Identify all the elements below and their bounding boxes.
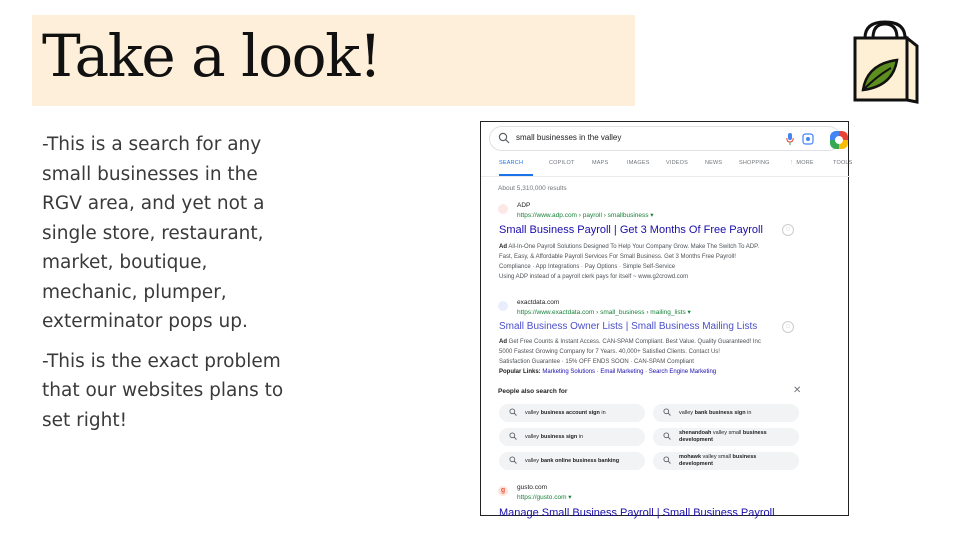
gusto-favicon: g <box>498 486 508 496</box>
search-icon <box>663 456 671 464</box>
popular-links-label: Popular Links: <box>499 369 541 375</box>
tab-shopping[interactable]: SHOPPING <box>739 160 770 166</box>
chip-text: valley <box>525 434 541 440</box>
search-icon <box>509 432 517 440</box>
result-url[interactable]: https://gusto.com ▾ <box>517 494 572 501</box>
result-snippet <box>499 242 759 252</box>
search-icon <box>509 408 517 416</box>
search-tabs <box>499 160 859 174</box>
tab-videos[interactable]: VIDEOS <box>666 160 688 166</box>
result-snippet <box>499 337 761 347</box>
lightbulb-icon[interactable]: ◌ <box>782 224 794 236</box>
chip-bold: business development <box>679 454 757 467</box>
result-title[interactable]: Manage Small Business Payroll | Small Business Payroll <box>499 507 775 519</box>
chip-bold: business sign <box>540 434 578 440</box>
snippet-line: All-In-One Payroll Solutions Designed To Help Your Company Grow. Make The Switch To ADP. <box>508 244 760 250</box>
results-count: About 5,310,000 results <box>498 185 567 192</box>
search-screenshot <box>480 121 853 519</box>
tabs-divider <box>481 176 850 177</box>
result-url[interactable]: https://www.adp.com › payroll › smallbusiness ▾ <box>517 212 654 219</box>
mic-icon[interactable] <box>786 133 794 145</box>
related-search-chip[interactable] <box>499 428 645 446</box>
chip-bold: mohawk <box>679 454 702 460</box>
popular-link[interactable]: Marketing Solutions <box>542 369 596 375</box>
snippet-line: Get Free Counts & Instant Access. CAN-SPAM Compliant. Best Value. Quality Guaranteed! Inc <box>508 339 761 345</box>
snippet-line: Satisfaction Guarantee · 15% OFF ENDS SOON · CAN-SPAM Compliant <box>499 359 694 365</box>
tab-more[interactable]: ⋮ MORE <box>789 160 814 166</box>
result-site: gusto.com <box>517 484 547 491</box>
related-search-chip[interactable] <box>499 404 645 422</box>
snippet-line: 5000 Fastest Growing Company for 7 Years. 40,000+ Satisfied Clients. Contact Us! <box>499 349 720 355</box>
chip-text: valley <box>679 410 695 416</box>
search-icon <box>509 456 517 464</box>
chip-bold: business development <box>679 430 767 443</box>
result-site: exactdata.com <box>517 299 560 306</box>
search-result <box>498 202 843 292</box>
tab-images[interactable]: IMAGES <box>627 160 650 166</box>
related-search-chip[interactable] <box>653 404 799 422</box>
related-search-chip[interactable] <box>499 452 645 470</box>
result-url[interactable]: https://www.exactdata.com › small_business › mailing_lists ▾ <box>517 309 691 316</box>
related-search-chip[interactable] <box>653 452 799 470</box>
tab-search[interactable]: SEARCH <box>499 160 524 166</box>
chip-text: valley <box>525 458 541 464</box>
search-bar[interactable] <box>489 126 841 151</box>
snippet-line: Compliance · App Integrations · Pay Options · Simple Self-Service <box>499 264 676 270</box>
chip-bold: business account sign <box>540 410 600 416</box>
exactdata-favicon <box>498 301 508 311</box>
adp-favicon <box>498 204 508 214</box>
search-input[interactable]: small businesses in the valley <box>516 133 622 142</box>
paragraph-1: -This is a search for any small businesses in the RGV area, and yet not a single store, restaurant, market, boutique, mechanic, plumper, exterminator pops up. <box>42 134 265 332</box>
people-also-search-title: People also search for <box>498 388 568 395</box>
popular-link[interactable]: Search Engine Marketing <box>648 369 717 375</box>
related-search-chip[interactable] <box>653 428 799 446</box>
chip-text: valley <box>525 410 541 416</box>
result-title[interactable]: Small Business Owner Lists | Small Business Mailing Lists <box>499 321 758 332</box>
tab-maps[interactable]: MAPS <box>592 160 609 166</box>
search-icon <box>663 408 671 416</box>
popular-link[interactable]: Email Marketing <box>600 369 644 375</box>
close-icon[interactable]: ✕ <box>793 385 802 396</box>
search-result <box>498 299 843 383</box>
slide-title: Take a look! <box>42 22 381 90</box>
paragraph-2: -This is the exact problem that our websites plans to set right! <box>42 350 284 431</box>
chip-text: in <box>745 410 752 416</box>
copilot-icon[interactable] <box>830 131 848 149</box>
tab-copilot[interactable]: COPILOT <box>549 160 575 166</box>
shopping-bag-leaf-icon <box>853 20 919 104</box>
snippet-line: Using ADP instead of a payroll clerk pays for itself ~ www.g2crowd.com <box>499 274 689 280</box>
search-icon <box>498 132 510 144</box>
popular-links: Popular Links: Marketing Solutions · Email Marketing · Search Engine Marketing <box>499 369 717 375</box>
snippet-line: Fast, Easy, & Affordable Payroll Services For Small Business. Get 3 Months Free Payroll! <box>499 254 736 260</box>
chip-bold: bank online business banking <box>540 458 620 464</box>
tab-tools[interactable]: TOOLS <box>833 160 853 166</box>
tab-news[interactable]: NEWS <box>705 160 723 166</box>
slide-body <box>42 130 302 445</box>
lightbulb-icon[interactable]: ◌ <box>782 321 794 333</box>
search-icon <box>663 432 671 440</box>
chip-bold: bank business sign <box>694 410 746 416</box>
chip-bold: shenandoah <box>679 430 712 436</box>
ad-label: Ad <box>499 244 507 250</box>
chip-text: valley small <box>701 454 733 460</box>
lens-icon[interactable] <box>802 133 814 145</box>
ad-label: Ad <box>499 339 507 345</box>
chip-text: in <box>577 434 584 440</box>
chip-text: in <box>599 410 606 416</box>
result-site: ADP <box>517 202 531 209</box>
result-title[interactable]: Small Business Payroll | Get 3 Months Of Free Payroll <box>499 224 763 236</box>
chip-text: valley small <box>711 430 743 436</box>
